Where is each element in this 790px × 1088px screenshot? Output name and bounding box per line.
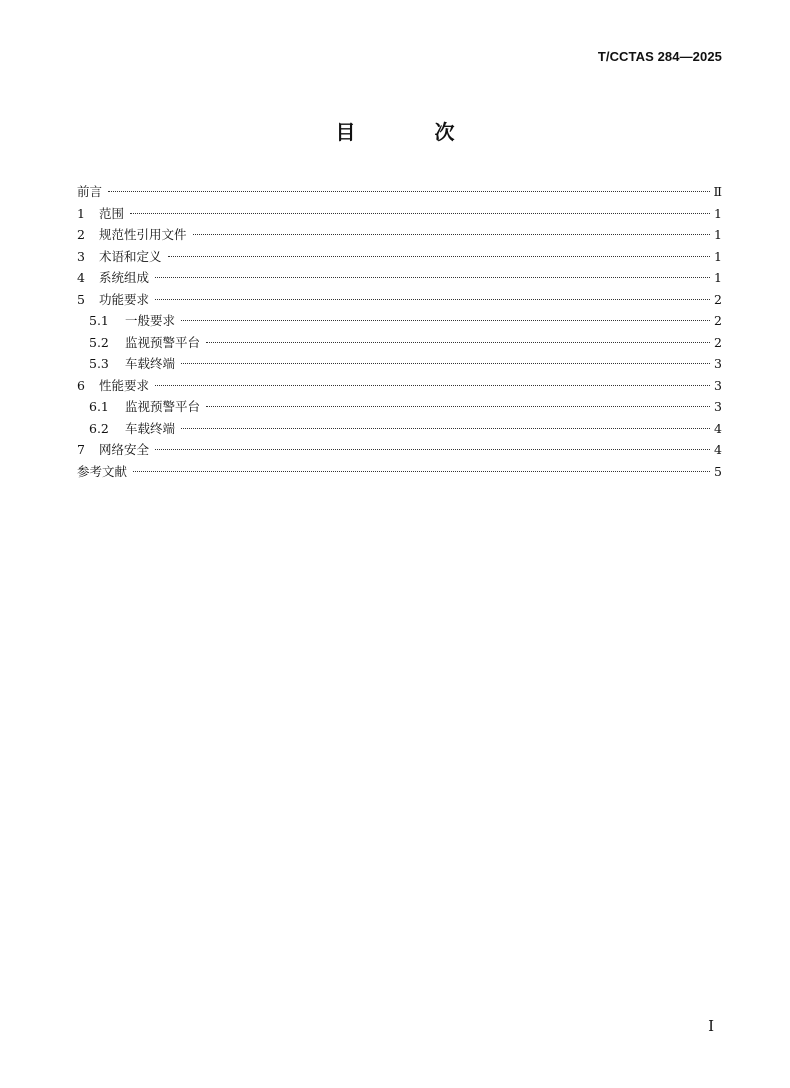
toc-entry-title: 车载终端 [125,420,176,436]
dot-leader [130,213,710,214]
dot-leader [133,471,710,472]
toc-entry-page: 4 [714,442,722,457]
dot-leader [168,256,710,257]
toc-entry-page: 1 [714,205,722,221]
toc-entry-title: 一般要求 [125,313,176,328]
toc-entry-number: 3 [77,248,85,264]
toc-entry[interactable] [77,246,722,268]
toc-entry-number: 6.1 [89,399,109,414]
dot-leader [181,320,710,321]
toc-entry[interactable] [77,224,722,246]
toc-entry-page: 1 [714,227,722,242]
toc-entry-title: 网络安全 [99,442,150,457]
document-code: T/CCTAS 284—2025 [597,49,722,64]
toc-entry[interactable] [77,332,722,354]
toc-entry-number: 5.1 [89,313,109,328]
toc-entry[interactable] [77,289,722,311]
toc-entry[interactable] [77,461,722,483]
toc-entry-number: 2 [77,227,85,242]
toc-entry-title: 前言 [77,184,103,199]
toc-entry-number: 7 [77,442,85,457]
dot-leader [155,385,710,386]
toc-entry-title: 监视预警平台 [125,399,201,414]
toc-entry-number: 6 [77,377,85,393]
toc-entry[interactable] [77,396,722,418]
toc-entry-page: 5 [714,463,722,479]
dot-leader [155,299,710,300]
toc-entry-title: 监视预警平台 [125,334,201,350]
toc-entry-title: 车载终端 [125,356,176,371]
toc-entry[interactable] [77,181,722,203]
page-number: I [708,1017,714,1035]
toc-entry-title: 规范性引用文件 [99,227,187,242]
toc-entry-page: 4 [714,420,722,436]
toc-entry-page: 3 [714,399,722,414]
dot-leader [181,428,710,429]
toc-entry[interactable] [77,203,722,225]
dot-leader [181,363,710,364]
toc-entry[interactable] [77,267,722,289]
toc-entry-page: 2 [714,313,722,328]
dot-leader [206,406,710,407]
toc-entry-number: 5.3 [89,356,109,371]
toc-entry[interactable] [77,310,722,332]
toc-entry-title: 系统组成 [99,270,150,285]
toc-entry-title: 功能要求 [99,291,150,307]
toc-entry-title: 范围 [99,205,125,221]
toc-entry-title: 性能要求 [99,377,150,393]
toc-entry-number: 1 [77,205,85,221]
page-title: 目 次 [335,120,491,144]
toc-entry-title: 术语和定义 [99,248,162,264]
toc-entry-page: 1 [714,248,722,264]
toc-entry-page: 1 [714,270,722,285]
toc-entry-number: 5 [77,291,85,307]
toc-entry[interactable] [77,439,722,461]
dot-leader [108,191,709,192]
toc-entry-page: 2 [714,334,722,350]
toc-entry-number: 6.2 [89,420,109,436]
toc-entry[interactable] [77,375,722,397]
table-of-contents [77,181,722,482]
dot-leader [155,277,710,278]
dot-leader [155,449,710,450]
toc-entry-page: 3 [714,377,722,393]
toc-entry[interactable] [77,418,722,440]
dot-leader [193,234,710,235]
toc-entry-page: Ⅱ [713,184,722,199]
toc-entry-page: 2 [714,291,722,307]
toc-entry[interactable] [77,353,722,375]
toc-entry-title: 参考文献 [77,463,128,479]
toc-entry-number: 5.2 [89,334,109,350]
toc-entry-number: 4 [77,270,85,285]
toc-entry-page: 3 [714,356,722,371]
dot-leader [206,342,710,343]
